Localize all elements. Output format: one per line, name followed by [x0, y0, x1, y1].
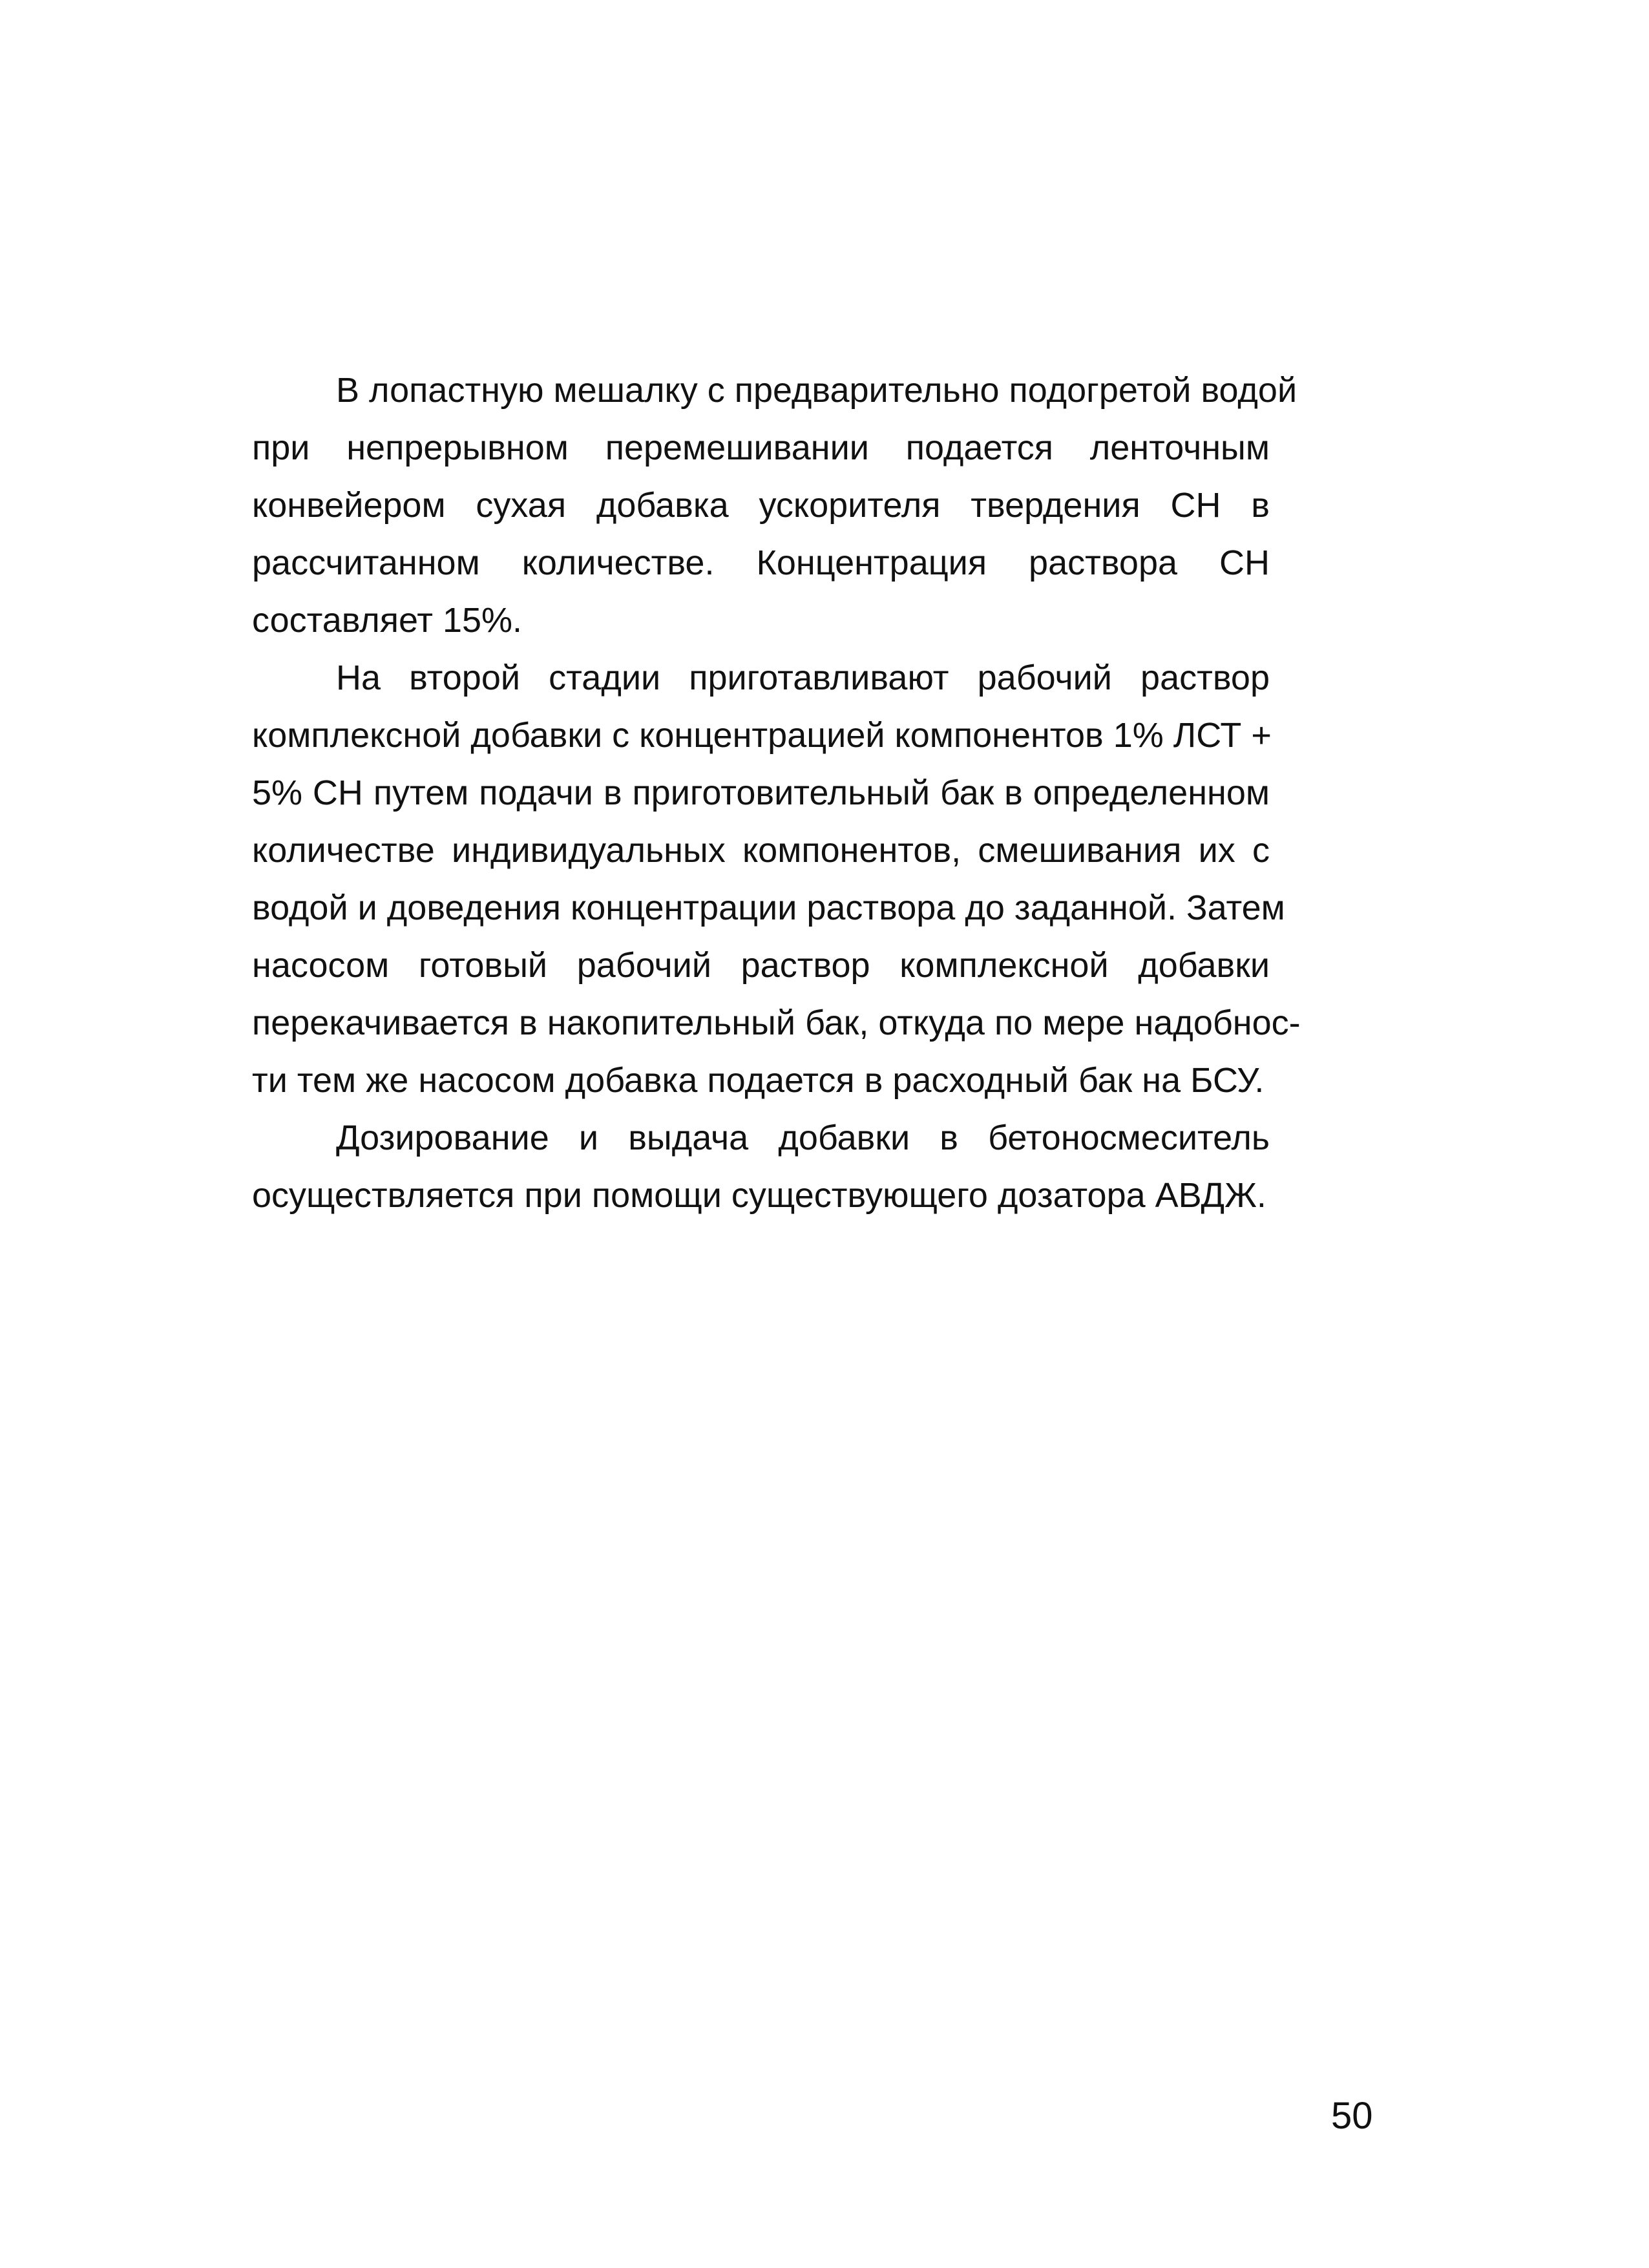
text-line: составляет 15%. [252, 601, 523, 640]
text-line: конвейером сухая добавка ускорителя твердения СН в [252, 486, 1270, 525]
text-line: 5% СН путем подачи в приготовительный бак в определенном [252, 773, 1270, 812]
text-line: насосом готовый рабочий раствор комплексной добавки [252, 946, 1270, 985]
text-line: ти тем же насосом добавка подается в расходный бак на БСУ. [252, 1061, 1265, 1100]
text-line: водой и доведения концентрации раствора до заданной. Затем [252, 888, 1285, 927]
paragraph-1 [252, 362, 1297, 649]
paragraph-3 [252, 1109, 1270, 1224]
body-text [252, 362, 1301, 1224]
text-line: В лопастную мешалку с предварительно подогретой водой [336, 371, 1297, 410]
text-line: количестве индивидуальных компонентов, смешивания их с [252, 831, 1270, 870]
paragraph-2 [252, 649, 1301, 1109]
text-line: На второй стадии приготавливают рабочий раствор [336, 658, 1270, 697]
text-line: Дозирование и выдача добавки в бетоносмеситель [336, 1118, 1270, 1157]
text-line: рассчитанном количестве. Концентрация раствора СН [252, 543, 1270, 582]
text-line: перекачивается в накопительный бак, откуда по мере надобнос- [252, 1003, 1301, 1042]
text-line: комплексной добавки с концентрацией компонентов 1% ЛСТ + [252, 716, 1272, 755]
text-line: при непрерывном перемешивании подается ленточным [252, 428, 1270, 467]
page-number: 50 [1331, 2095, 1373, 2137]
text-line: осуществляется при помощи существующего дозатора АВДЖ. [252, 1176, 1266, 1215]
